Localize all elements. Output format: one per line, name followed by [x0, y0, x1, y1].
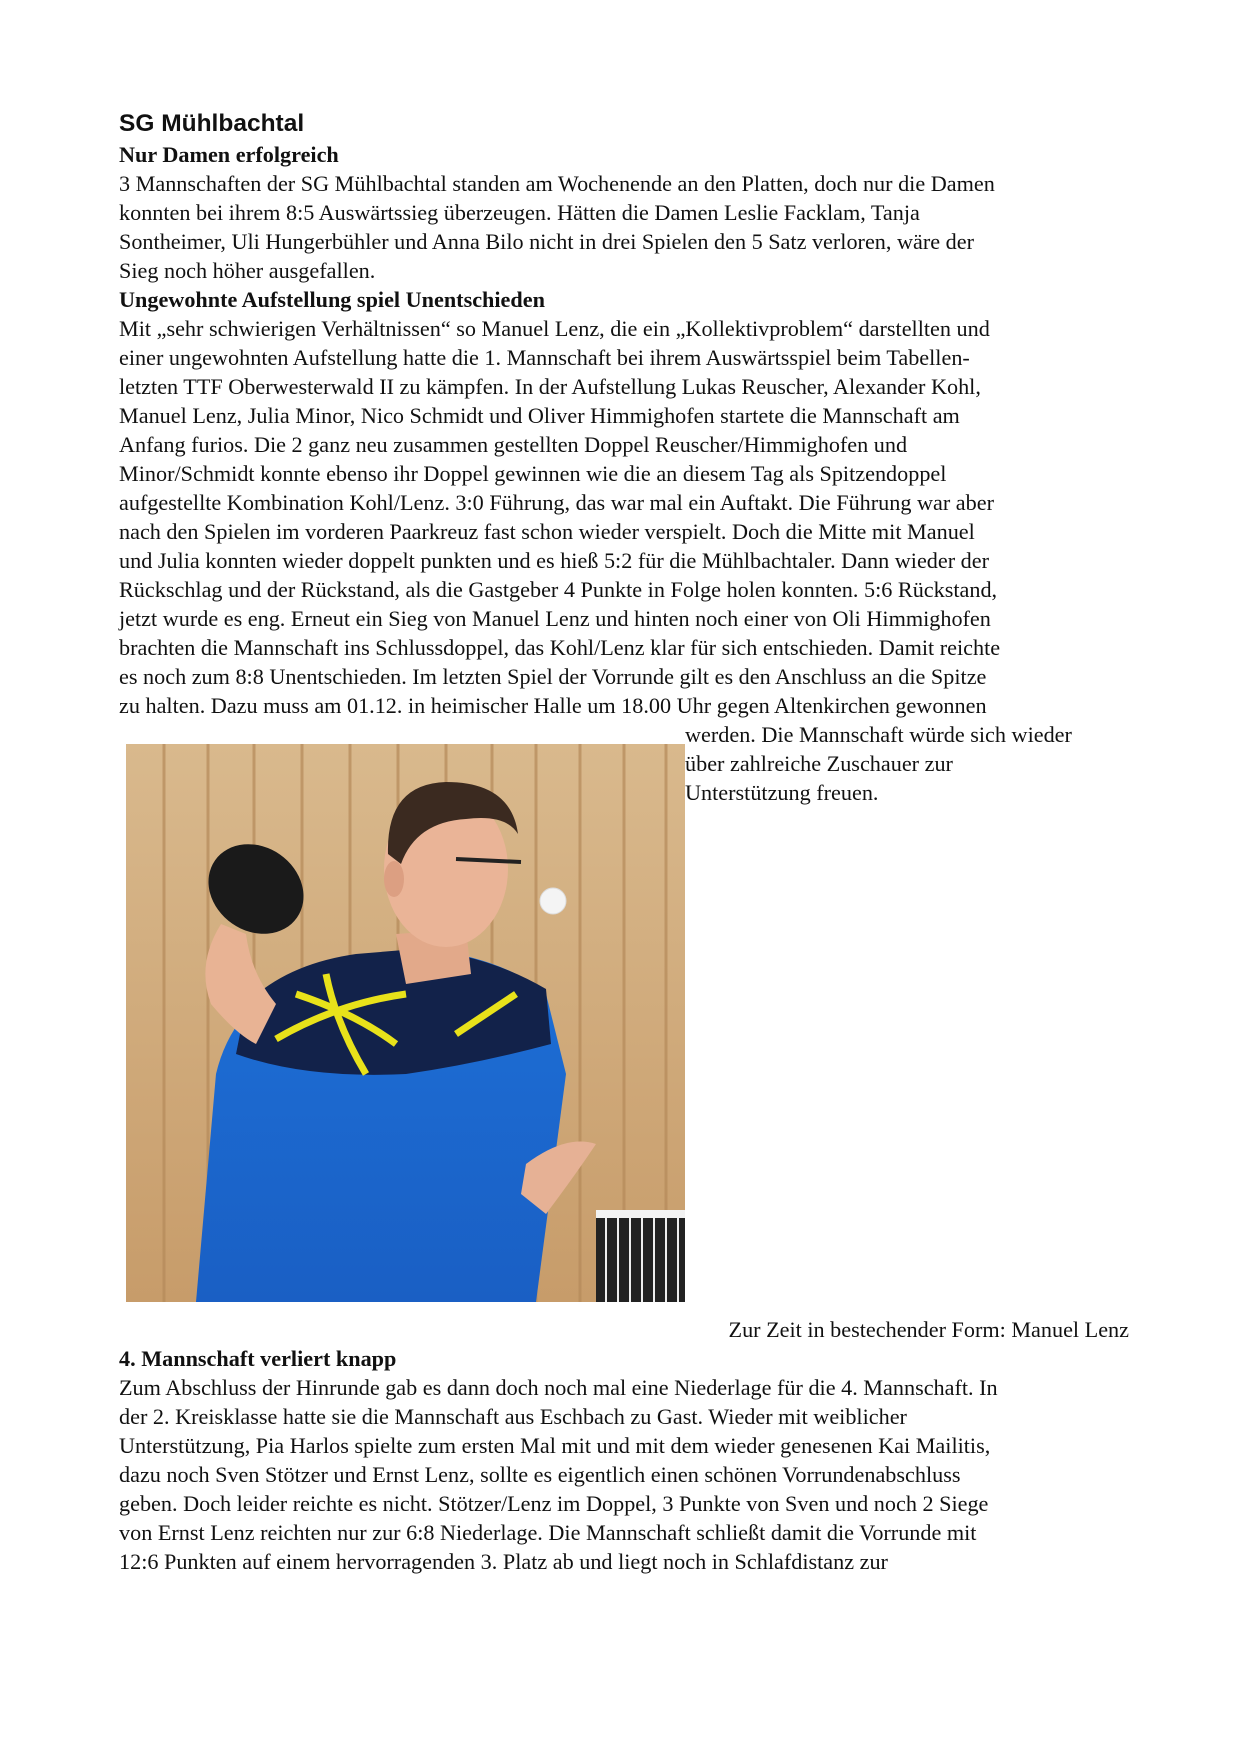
article-2-line: nach den Spielen im vorderen Paarkreuz fast schon wieder verspielt. Doch die Mitte mit Manuel	[119, 519, 975, 544]
article-2-wrap-line: Unterstützung freuen.	[685, 780, 879, 805]
article-2-line: es noch zum 8:8 Unentschieden. Im letzten Spiel der Vorrunde gilt es den Anschluss an die Spitze	[119, 664, 987, 689]
article-1-line: Sieg noch höher ausgefallen.	[119, 258, 376, 283]
photo-caption: Zur Zeit in bestechender Form: Manuel Lenz	[728, 1317, 1129, 1342]
article-2-wrap-line: werden. Die Mannschaft würde sich wieder	[685, 722, 1072, 747]
article-1-line: Sontheimer, Uli Hungerbühler und Anna Bilo nicht in drei Spielen den 5 Satz verloren, wäre der	[119, 229, 974, 254]
article-2-line: brachten die Mannschaft ins Schlussdoppel, das Kohl/Lenz klar für sich entschieden. Damit reichte	[119, 635, 1001, 660]
article-2-line: Rückschlag und der Rückstand, als die Gastgeber 4 Punkte in Folge holen konnten. 5:6 Rückstand,	[119, 577, 998, 602]
player-ear	[384, 861, 404, 897]
article-3-line: Zum Abschluss der Hinrunde gab es dann doch noch mal eine Niederlage für die 4. Mannschaft. In	[119, 1375, 998, 1400]
article-1-line: konnten bei ihrem 8:5 Auswärtssieg überzeugen. Hätten die Damen Leslie Facklam, Tanja	[119, 200, 920, 225]
article-3-line: der 2. Kreisklasse hatte sie die Mannschaft aus Eschbach zu Gast. Wieder mit weiblicher	[119, 1404, 907, 1429]
article-2-line: Minor/Schmidt konnte ebenso ihr Doppel gewinnen wie die an diesem Tag als Spitzendoppel	[119, 461, 947, 486]
article-2-line: Mit „sehr schwierigen Verhältnissen“ so Manuel Lenz, die ein „Kollektivproblem“ darstellten und	[119, 316, 990, 341]
article-3-line: Unterstützung, Pia Harlos spielte zum ersten Mal mit und mit dem wieder genesenen Kai Mailitis,	[119, 1433, 991, 1458]
article-3-body	[119, 1373, 1129, 1576]
player-photo	[126, 744, 685, 1302]
article-1-line: 3 Mannschaften der SG Mühlbachtal standen am Wochenende an den Platten, doch nur die Damen	[119, 171, 995, 196]
article-2-wrap-text	[685, 720, 1072, 807]
article-3-line: geben. Doch leider reichte es nicht. Stötzer/Lenz im Doppel, 3 Punkte von Sven und noch 2 Siege	[119, 1491, 989, 1516]
club-title: SG Mühlbachtal	[119, 110, 305, 137]
article-3-line: 12:6 Punkten auf einem hervorragenden 3. Platz ab und liegt noch in Schlafdistanz zur	[119, 1549, 888, 1574]
article-2-line: Manuel Lenz, Julia Minor, Nico Schmidt und Oliver Himmighofen startete die Mannschaft am	[119, 403, 960, 428]
article-2-headline: Ungewohnte Aufstellung spiel Unentschieden	[119, 287, 545, 312]
article-2-line: Anfang furios. Die 2 ganz neu zusammen gestellten Doppel Reuscher/Himmighofen und	[119, 432, 908, 457]
article-2-wrap-line: über zahlreiche Zuschauer zur	[685, 751, 953, 776]
ping-pong-ball	[540, 888, 566, 914]
article-2-line: einer ungewohnten Aufstellung hatte die 1. Mannschaft bei ihrem Auswärtsspiel beim Tabellen-	[119, 345, 970, 370]
article-2-body	[119, 314, 1129, 720]
article-3-headline: 4. Mannschaft verliert knapp	[119, 1346, 397, 1371]
article-3-line: dazu noch Sven Stötzer und Ernst Lenz, sollte es eigentlich einen schönen Vorrundenabschluss	[119, 1462, 961, 1487]
article-1-body	[119, 169, 1129, 285]
article-1-headline: Nur Damen erfolgreich	[119, 142, 339, 167]
article-2-line: und Julia konnten wieder doppelt punkten und es hieß 5:2 für die Mühlbachtaler. Dann wieder der	[119, 548, 990, 573]
table-net	[596, 1210, 685, 1302]
article-3-line: von Ernst Lenz reichten nur zur 6:8 Niederlage. Die Mannschaft schließt damit die Vorrunde mit	[119, 1520, 977, 1545]
photo-block	[119, 720, 1129, 1344]
article-2-line: jetzt wurde es eng. Erneut ein Sieg von Manuel Lenz und hinten noch einer von Oli Himmighofen	[119, 606, 991, 631]
article-2-line: zu halten. Dazu muss am 01.12. in heimischer Halle um 18.00 Uhr gegen Altenkirchen gewonnen	[119, 693, 987, 718]
article-2-line: aufgestellte Kombination Kohl/Lenz. 3:0 Führung, das war mal ein Auftakt. Die Führung war aber	[119, 490, 994, 515]
article-2-line: letzten TTF Oberwesterwald II zu kämpfen. In der Aufstellung Lukas Reuscher, Alexander Kohl,	[119, 374, 981, 399]
document-page	[119, 108, 1129, 1576]
